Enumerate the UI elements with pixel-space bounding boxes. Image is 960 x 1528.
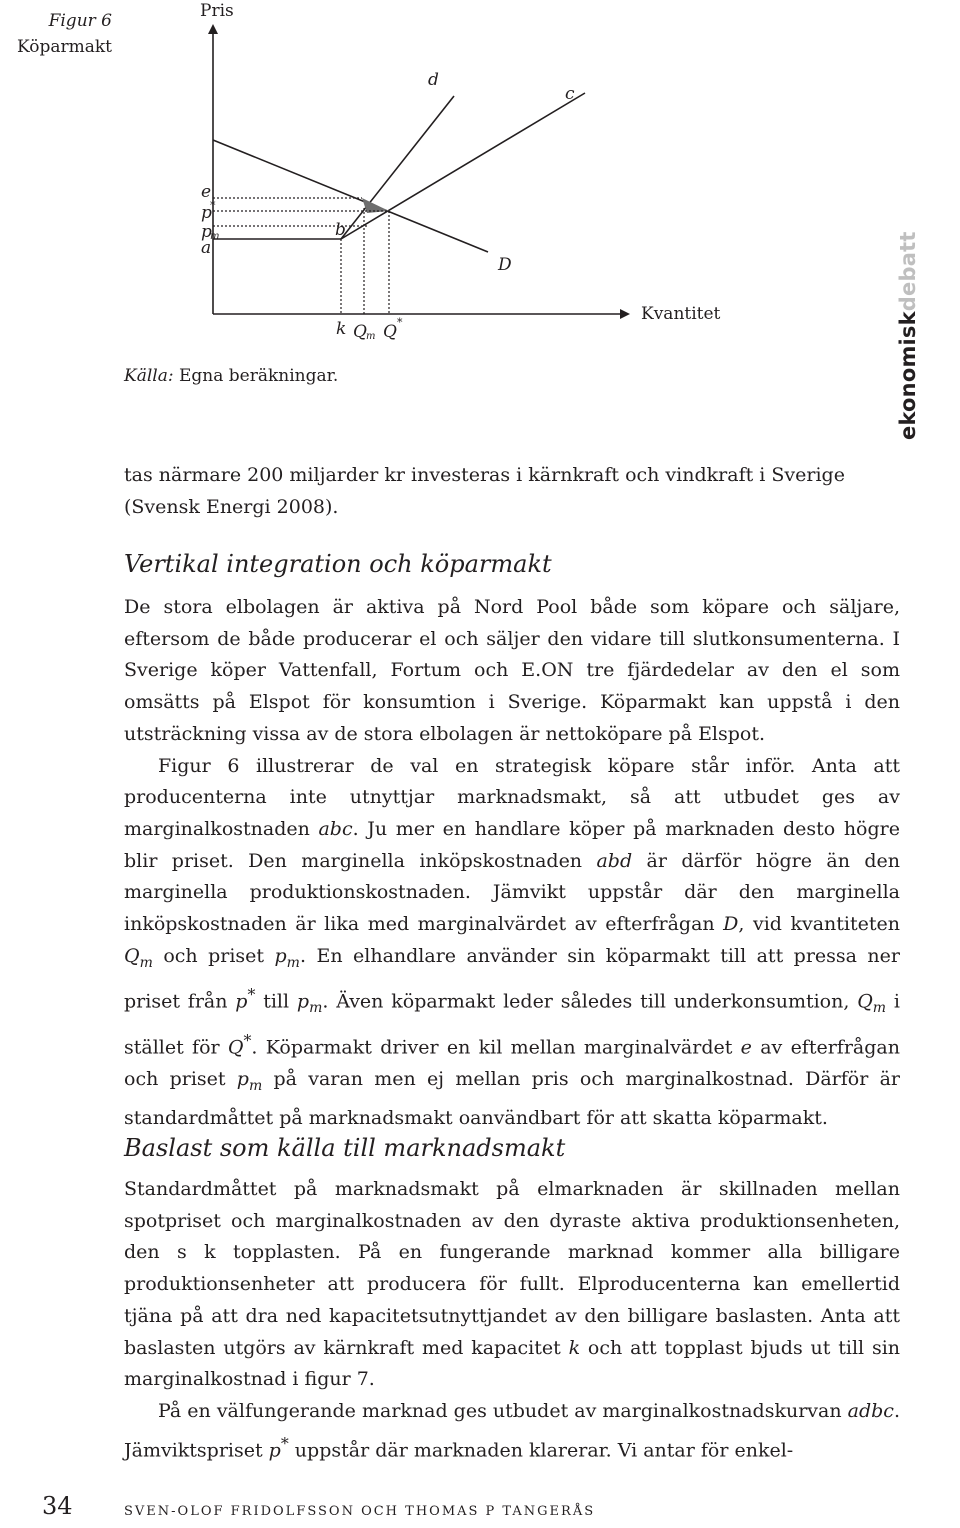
section1-paragraph-2: Figur 6 illustrerar de val en strategisk köpare står inför. Anta att producenterna inte utnyttjar marknadsmakt, så att utbudet ges av marginalkostnaden abc. Ju mer en handlare köper på marknaden desto högre blir priset. Den marginella inköpskostnaden abd är därför högre än den marginella produktionskostnaden. Jämvikt uppstår där den marginella inköpskostnaden är lika med marginalvärdet av efterfrågan D, vid kvantiteten $Q_m$ och priset $p_m$. En elhandlare använder sin köparmakt till att pressa ner priset från p* till $p_m$. Även köparmakt leder således till underkonsumtion, $Q_m$ i stället för Q*. Köparmakt driver en kil mellan marginalvärdet e av efterfrågan och priset $p_m$ på varan men ej mellan pris och marginalkostnad. Därför är standardmåttet på marknadsmakt oanvändbart för att skatta köparmakt. [124, 754, 901, 1129]
page-number: 34 [42, 1492, 73, 1520]
running-footer-authors: SVEN-OLOF FRIDOLFSSON OCH THOMAS P TANGERÅS [124, 1504, 596, 1519]
marginal-purchase-cost-curve [341, 96, 454, 239]
side-tab-light: debatt [896, 231, 920, 312]
section-heading-baseload: Baslast som källa till marknadsmakt [124, 1134, 566, 1162]
side-tab-bold: ekonomisk [896, 311, 920, 440]
quantity-label-q-star: Q [383, 322, 397, 342]
demand-curve [213, 140, 488, 252]
figure-number: Figur 6 [48, 11, 112, 31]
quantity-label-star: * [397, 316, 403, 329]
source-prefix: Källa: [124, 366, 174, 386]
price-label-a: a [201, 238, 212, 258]
y-axis-label: Pris [200, 1, 234, 21]
section2-paragraph-2: På en välfungerande marknad ges utbudet av marginalkostnadskurvan adbc. Jämviktspriset p* uppstår där marknaden klarerar. Vi antar för enkel- [124, 1399, 900, 1461]
curve-label-D: D [498, 255, 512, 275]
section-heading-vertical-integration: Vertikal integration och köparmakt [124, 550, 552, 578]
source-text: Egna beräkningar. [173, 366, 339, 386]
price-label-pm-sub: m [210, 231, 220, 242]
intro-paragraph [124, 460, 900, 523]
section1-body [124, 592, 900, 1134]
intro-line: tas närmare 200 miljarder kr investeras i kärnkraft och vindkraft i Sverige [124, 464, 845, 486]
quantity-label-k: k [336, 319, 347, 339]
journal-side-tab [896, 231, 920, 440]
x-axis-label: Kvantitet [641, 304, 721, 324]
guide-lines [213, 198, 389, 314]
section2-paragraph-1: Standardmåttet på marknadsmakt på elmarknaden är skillnaden mellan spotpriset och marginalkostnaden av den dyraste aktiva produktionsenheten, den s k topplasten. På en fungerande marknad kommer alla billigare produktionsenheter att producera för fullt. Elproducenterna kan emellertid tjäna på att dra ned kapacitetsutnyttjandet av den billigare baslasten. Anta att baslasten utgörs av kärnkraft med kapacitet k och att topplast bjuds ut till sin marginalkostnad i figur 7. [124, 1178, 901, 1391]
curve-label-c: c [565, 84, 575, 104]
price-label-pm: p [201, 222, 212, 242]
quantity-label-qm-sub: m [366, 331, 376, 342]
price-label-star: * [210, 199, 216, 212]
curve-label-d: d [428, 70, 439, 90]
quantity-label-qm: Q [353, 322, 367, 342]
buyer-power-diagram [0, 0, 960, 400]
intro-line: (Svensk Energi 2008). [124, 495, 339, 518]
price-label-p-star: p [201, 203, 212, 223]
curve-label-b: b [335, 220, 346, 240]
figure-title: Köparmakt [16, 37, 112, 57]
price-label-e: e [201, 182, 212, 202]
figure-source [124, 366, 338, 386]
section1-paragraph-1: De stora elbolagen är aktiva på Nord Pool både som köpare och säljare, eftersom de både producerar el och säljer den vidare till slutkonsumenterna. I Sverige köper Vattenfall, Fortum och E.ON tre fjärdedelar av den el som omsätts på Elspot för konsumtion i Sverige. Köparmakt kan uppstå i den utsträckning vissa av de stora elbolagen är nettoköpare på Elspot. [124, 596, 900, 745]
section2-body [124, 1174, 900, 1467]
